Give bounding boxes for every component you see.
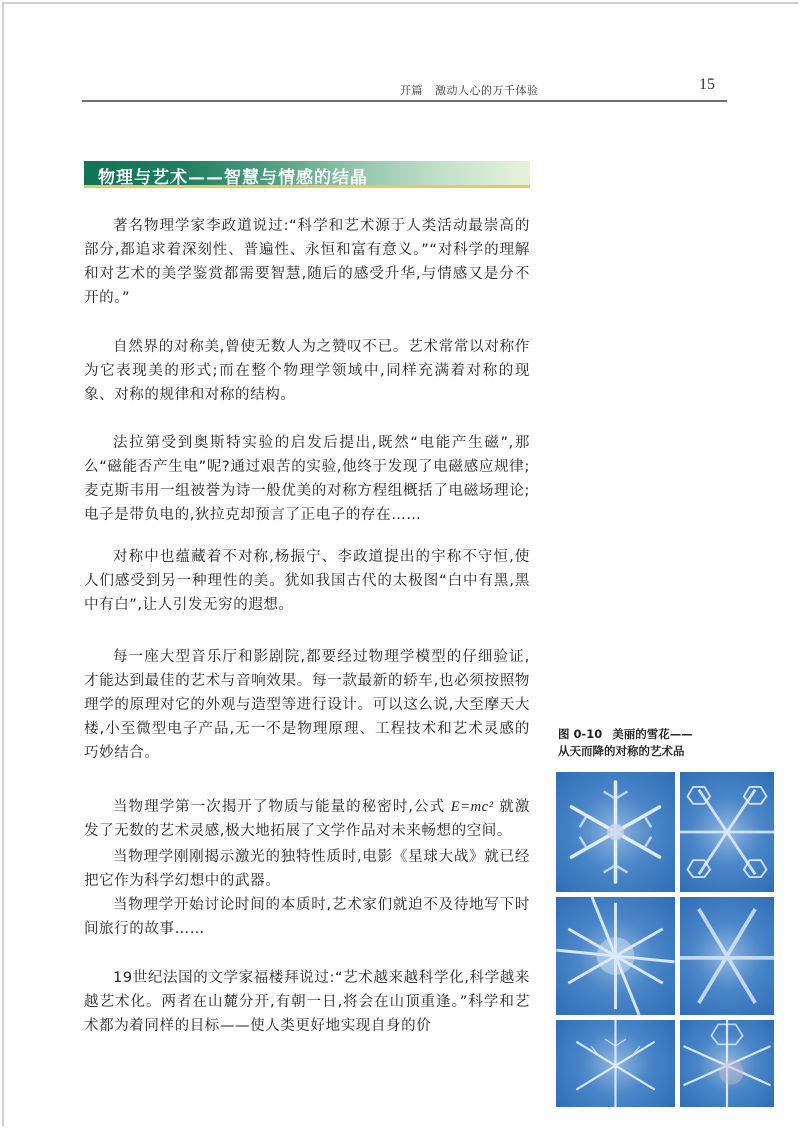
snowflake-image-2	[680, 772, 774, 892]
paragraph-text: 对称中也蕴藏着不对称,杨振宁、李政道提出的宇称不守恒,使人们感受到另一种理性的美。犹如我国古代的太极图“白中有黑,黑中有白”,让人引发无穷的遐想。	[84, 549, 530, 613]
paragraph-6	[84, 795, 530, 843]
snowflake-image-4	[680, 897, 774, 1015]
section-title: 物理与艺术——智慧与情感的结晶	[98, 168, 368, 188]
paragraph-text: 每一座大型音乐厅和影剧院,都要经过物理学模型的仔细验证,才能达到最佳的艺术与音响效果。每一款最新的轿车,也必须按照物理学的原理对它的外观与造型等进行设计。可以这么说,大至摩天大楼,小至微型电子产品,无一不是物理原理、工程技术和艺术灵感的巧妙结合。	[84, 649, 530, 761]
paragraph-text	[84, 795, 530, 843]
paragraph-2	[84, 335, 530, 407]
chapter-title: 激动人心的万千体验	[435, 84, 539, 97]
paragraph-text: 法拉第受到奥斯特实验的启发后提出,既然“电能产生磁”,那么“磁能否产生电”呢?通过艰苦的实验,他终于发现了电磁感应规律;麦克斯韦用一组被誉为诗一般优美的对称方程组概括了电磁场理论;电子是带负电的,狄拉克却预言了正电子的存在……	[84, 435, 530, 523]
paragraph-text: 当物理学刚刚揭示激光的独特性质时,电影《星球大战》就已经把它作为科学幻想中的武器。	[84, 849, 530, 889]
paragraph-1	[84, 214, 530, 310]
snowflake-image-1	[556, 772, 675, 892]
page-number: 15	[699, 76, 715, 93]
paragraph-text: 当物理学开始讨论时间的本质时,艺术家们就迫不及待地写下时间旅行的故事……	[84, 897, 530, 937]
snowflake-image-6	[680, 1020, 774, 1107]
snowflake-icon	[556, 1020, 675, 1107]
snowflake-icon	[556, 897, 675, 1015]
paragraph-text: 19世纪法国的文学家福楼拜说过:“艺术越来越科学化,科学越来越艺术化。两者在山麓分开,有朝一日,将会在山顶重逢。”科学和艺术都为着同样的目标——使人类更好地实现自身的价	[84, 970, 530, 1034]
paragraph-4	[84, 545, 530, 617]
formula: E=mc²	[450, 799, 494, 815]
caption-line-1: 图 0-10 美丽的雪花——	[558, 727, 693, 741]
paragraph-9	[84, 966, 530, 1038]
text-before-formula: 当物理学第一次揭开了物质与能量的秘密时,公式	[113, 799, 451, 815]
paragraph-3	[84, 431, 530, 527]
header-rule	[82, 100, 727, 102]
section-banner	[84, 161, 530, 188]
chapter-label	[400, 82, 539, 98]
snowflake-image-5	[556, 1020, 675, 1107]
snowflake-image-grid	[556, 772, 774, 1107]
paragraph-8	[84, 893, 530, 941]
paragraph-text: 著名物理学家李政道说过:“科学和艺术源于人类活动最崇高的部分,都追求着深刻性、普遍性、永恒和富有意义。”“对科学的理解和对艺术的美学鉴赏都需要智慧,随后的感受升华,与情感又是分不开的。”	[84, 218, 530, 306]
paragraph-7	[84, 845, 530, 893]
running-header	[82, 76, 727, 102]
paragraph-text: 自然界的对称美,曾使无数人为之赞叹不已。艺术常常以对称作为它表现美的形式;而在整个物理学领域中,同样充满着对称的现象、对称的规律和对称的结构。	[84, 339, 530, 403]
snowflake-icon	[556, 772, 675, 892]
snowflake-icon	[680, 772, 774, 892]
caption-line-2: 从天而降的对称的艺术品	[558, 744, 685, 758]
paragraph-5	[84, 645, 530, 765]
figure-number: 图 0-10	[558, 727, 603, 741]
figure-caption	[558, 726, 778, 760]
text-after-formula: 就激发了无数的艺术灵感,极大地拓展了文学作品对未来畅想的空间。	[84, 799, 530, 839]
snowflake-image-3	[556, 897, 675, 1015]
part-label: 开篇	[400, 84, 423, 97]
snowflake-icon	[680, 1020, 774, 1107]
snowflake-icon	[680, 897, 774, 1015]
